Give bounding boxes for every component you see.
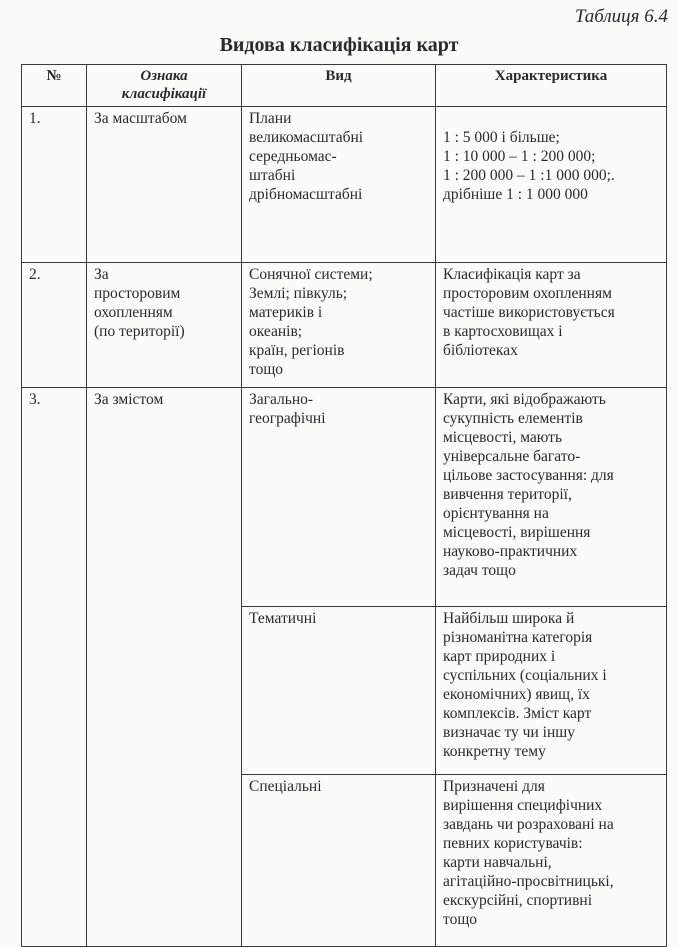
row-characteristic [436, 607, 667, 775]
row-sign [87, 388, 242, 947]
cell-line: різноманітна категорія [443, 629, 593, 646]
cell-line: 1 : 10 000 – 1 : 200 000; [443, 148, 596, 165]
cell-line: задач тощо [443, 562, 516, 579]
table-row [22, 107, 667, 263]
cell-line: дрібномасштабні [249, 186, 363, 203]
cell-line: місцевості, мають [443, 429, 563, 446]
cell-line: 1 : 200 000 – 1 :1 000 000;. [443, 167, 615, 184]
header-sign-line2: класифікації [121, 86, 207, 102]
cell-line: просторовим охопленням [443, 285, 612, 302]
cell-line: Сонячної системи; [249, 266, 373, 283]
cell-line: Спеціальні [249, 778, 322, 795]
cell-line: комплексів. Зміст карт [443, 705, 592, 722]
cell-line: Загально- [249, 391, 314, 408]
row-kind [242, 107, 436, 263]
cell-line: штабні [249, 167, 296, 184]
row-characteristic [436, 388, 667, 607]
cell-line: сукупність елементів [443, 410, 583, 427]
cell-line: (по території) [94, 323, 185, 340]
cell-line: науково-практичних [443, 543, 578, 560]
row-kind [242, 388, 436, 607]
cell-line: універсальне багато- [443, 448, 581, 465]
header-kind: Вид [242, 65, 436, 107]
cell-line: Тематичні [249, 610, 317, 627]
cell-line: 1 : 5 000 і більше; [443, 129, 560, 146]
cell-line: вивчення території, [443, 486, 572, 503]
cell-line: цільове застосування: для [443, 467, 614, 484]
header-num: № [22, 65, 87, 107]
cell-line: тощо [443, 911, 478, 928]
cell-line: Карти, які відображають [443, 391, 606, 408]
row-characteristic [436, 263, 667, 388]
table-row [22, 263, 667, 388]
row-sign [87, 263, 242, 388]
row-kind [242, 607, 436, 775]
row-characteristic [436, 775, 667, 947]
classification-table [21, 64, 667, 947]
cell-line: Плани [249, 110, 292, 127]
cell-line: країн, регіонів [249, 342, 345, 359]
cell-line: визначає ту чи іншу [443, 724, 575, 741]
row-num: 2. [22, 263, 87, 388]
cell-line: охопленням [94, 304, 173, 321]
cell-line: частіше використовується [443, 304, 615, 321]
cell-line: агітаційно-просвітницькі, [443, 873, 614, 890]
cell-line: економічних) явищ, їх [443, 686, 590, 703]
cell-line: суспільних (соціальних і [443, 667, 607, 684]
row-num: 1. [22, 107, 87, 263]
cell-line: карт природних і [443, 648, 556, 665]
cell-line: Класифікація карт за [443, 266, 581, 283]
cell-line: великомасштабні [249, 129, 364, 146]
table-header-row [22, 65, 667, 107]
header-sign [87, 65, 242, 107]
cell-line: в картосховищах і [443, 323, 563, 340]
cell-line: материків і [249, 304, 323, 321]
cell-line: орієнтування на [443, 505, 549, 522]
cell-line: вирішення специфічних [443, 797, 603, 814]
cell-line: просторовим [94, 285, 181, 302]
cell-line: Землі; півкуль; [249, 285, 348, 302]
cell-line: дрібніше 1 : 1 000 000 [443, 186, 588, 203]
table-number: Таблиця 6.4 [574, 6, 668, 27]
header-characteristic: Характеристика [436, 65, 667, 107]
cell-line: географічні [249, 410, 326, 427]
cell-line: середньомас- [249, 148, 337, 165]
table-title: Видова класифікація карт [219, 34, 459, 56]
table-row [22, 388, 667, 607]
cell-line: місцевості, вирішення [443, 524, 591, 541]
cell-line: Найбільш широка й [443, 610, 575, 627]
cell-line: За змістом [94, 391, 164, 408]
cell-line: екскурсійні, спортивні [443, 892, 593, 909]
cell-line: конкретну тему [443, 743, 546, 760]
cell-line: завдань чи розраховані на [443, 816, 614, 833]
cell-line: карти навчальні, [443, 854, 552, 871]
cell-line: океанів; [249, 323, 303, 340]
cell-line: бібліотеках [443, 342, 518, 359]
cell-line: певних користувачів: [443, 835, 583, 852]
row-num: 3. [22, 388, 87, 947]
cell-line: тощо [249, 361, 284, 378]
row-kind [242, 263, 436, 388]
cell-line: За [94, 266, 109, 283]
cell-line: За масштабом [94, 110, 187, 127]
row-characteristic [436, 107, 667, 263]
cell-line: Призначені для [443, 778, 545, 795]
header-sign-line1: Ознака [140, 68, 188, 84]
row-kind [242, 775, 436, 947]
row-sign [87, 107, 242, 263]
